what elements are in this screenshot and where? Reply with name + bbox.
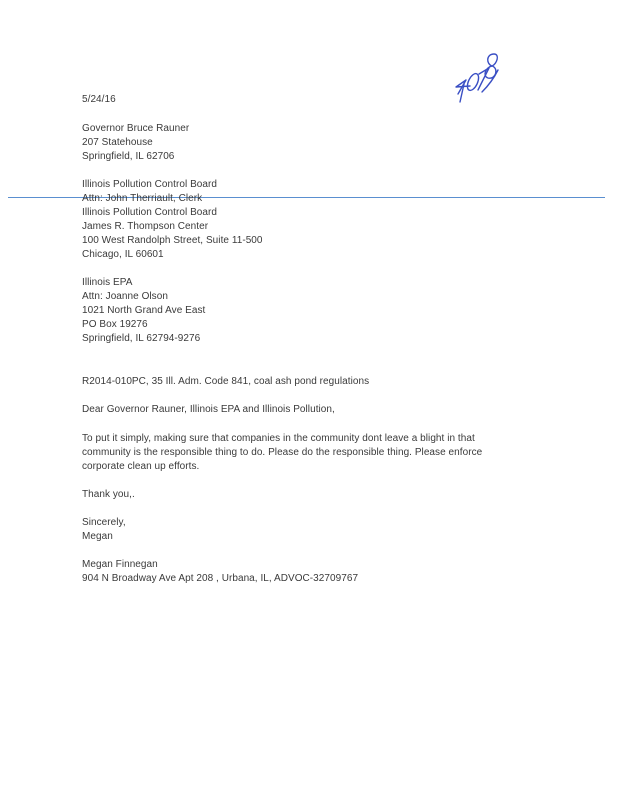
recipient-3-attn: Attn: Joanne Olson: [82, 291, 168, 302]
recipient-1-city: Springfield, IL 62706: [82, 151, 175, 162]
recipient-3-city: Springfield, IL 62794-9276: [82, 333, 201, 344]
letter-subject: R2014-010PC, 35 Ill. Adm. Code 841, coal ash pond regulations: [82, 376, 370, 387]
sender-full-name: Megan Finnegan: [82, 559, 158, 570]
recipient-2-building: James R. Thompson Center: [82, 221, 209, 232]
recipient-2-city: Chicago, IL 60601: [82, 249, 164, 260]
letter-date: 5/24/16: [82, 94, 116, 105]
recipient-3-pobox: PO Box 19276: [82, 319, 148, 330]
sender-address: 904 N Broadway Ave Apt 208 , Urbana, IL, ADVOC-32709767: [82, 573, 359, 584]
recipient-2-street: 100 West Randolph Street, Suite 11-500: [82, 235, 263, 246]
recipient-3-org: Illinois EPA: [82, 277, 133, 288]
recipient-2-attn: Attn: John Therriault, Clerk: [82, 193, 203, 204]
recipient-3-street: 1021 North Grand Ave East: [82, 305, 206, 316]
letter-thanks: Thank you,.: [82, 489, 135, 500]
letter-salutation: Dear Governor Rauner, Illinois EPA and Illinois Pollution,: [82, 404, 335, 415]
handwritten-stamp: [446, 40, 506, 110]
recipient-2-org-repeat: Illinois Pollution Control Board: [82, 207, 218, 218]
recipient-1-name: Governor Bruce Rauner: [82, 123, 190, 134]
recipient-1-address: 207 Statehouse: [82, 137, 153, 148]
body-line: corporate clean up efforts.: [82, 461, 200, 472]
letter-signature: Megan: [82, 531, 113, 542]
recipient-2-org: Illinois Pollution Control Board: [82, 179, 218, 190]
letter-closing: Sincerely,: [82, 517, 126, 528]
body-line: community is the responsible thing to do. Please do the responsible thing. Please enforce: [82, 447, 483, 458]
body-line: To put it simply, making sure that companies in the community dont leave a blight in that: [82, 433, 475, 444]
